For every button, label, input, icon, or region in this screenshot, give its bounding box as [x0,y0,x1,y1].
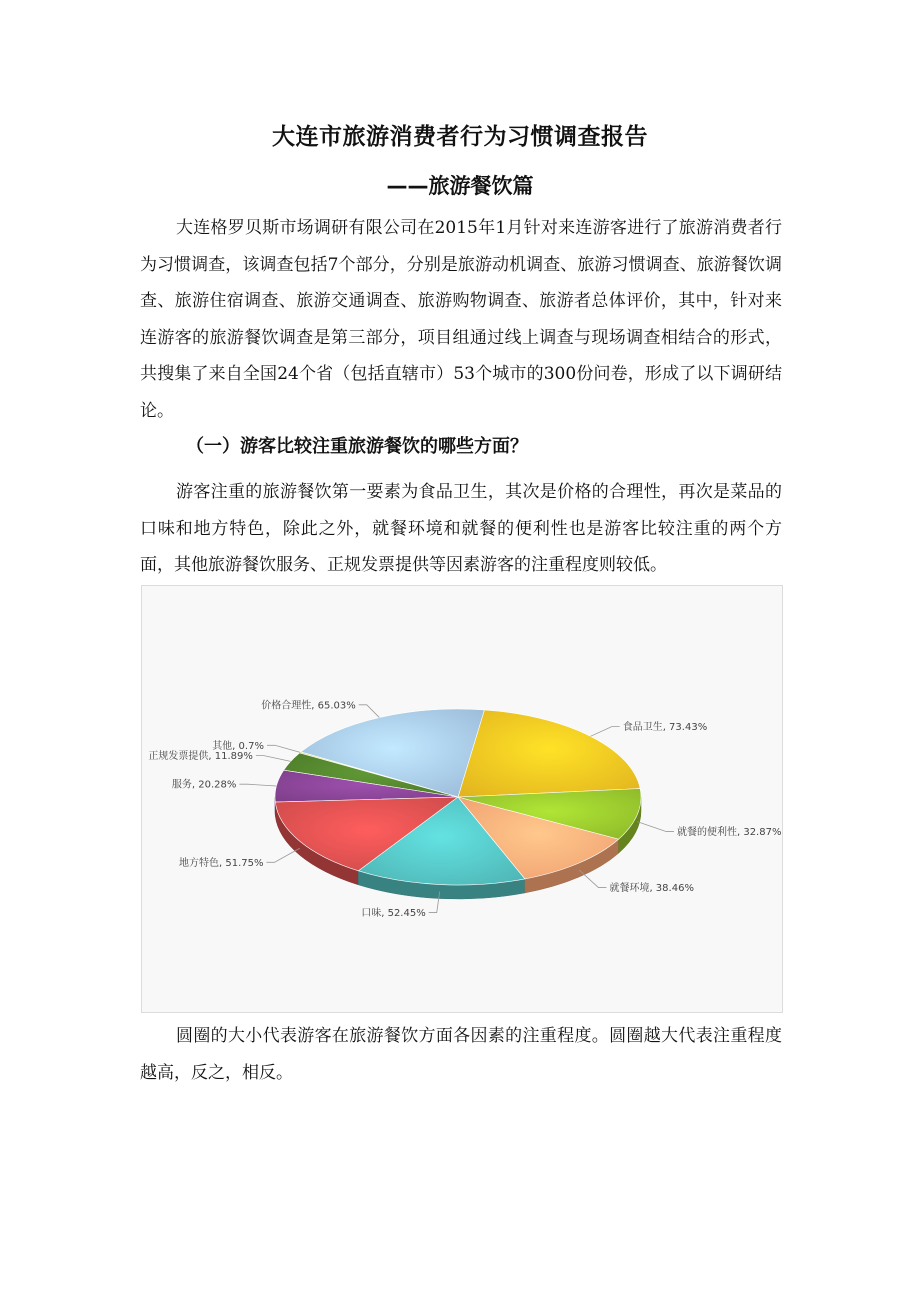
pie-label-价格合理性: 价格合理性, 65.03% [261,700,356,712]
pie-label-其他: 其他, 0.7% [212,740,264,752]
section-paragraph: 游客注重的旅游餐饮第一要素为食品卫生，其次是价格的合理性，再次是菜品的口味和地方特色，除此之外，就餐环境和就餐的便利性也是游客比较注重的两个方面，其他旅游餐饮服务、正规发票提供等因素游客的注重程度则较低。 [140,482,782,575]
pie-label-口味: 口味, 52.45% [361,908,426,920]
leader-line-价格合理性 [359,705,380,718]
pie-label-服务: 服务, 20.28% [171,779,237,791]
pie-label-正规发票提供: 正规发票提供, 11.89% [148,751,253,763]
pie-chart-svg [142,586,782,1012]
pie-chart [141,585,783,1013]
chart-note: 圆圈的大小代表游客在旅游餐饮方面各因素的注重程度。圆圈越大代表注重程度越高，反之，相反。 [140,1026,782,1083]
document-subtitle: ——旅游餐饮篇 [386,174,534,198]
leader-line-就餐的便利性 [637,822,674,832]
pie-label-就餐的便利性: 就餐的便利性, 32.87% [676,826,782,838]
intro-paragraph: 大连格罗贝斯市场调研有限公司在2015年1月针对来连游客进行了旅游消费者行为习惯调查，该调查包括7个部分，分别是旅游动机调查、旅游习惯调查、旅游餐饮调查、旅游住宿调查、旅游交通调查、旅游购物调查、旅游者总体评价，其中，针对来连游客的旅游餐饮调查是第三部分，项目组通过线上调查与现场调查相结合的形式，共搜集了来自全国24个省（包括直辖市）53个城市的300份问卷，形成了以下调研结论。 [140,218,782,421]
document-title: 大连市旅游消费者行为习惯调查报告 [272,124,648,150]
pie-label-就餐环境: 就餐环境, 38.46% [609,883,694,895]
pie-tops [275,709,641,885]
leader-line-其他 [267,745,300,752]
leader-line-正规发票提供 [256,756,291,762]
pie-slice-食品卫生 [458,710,640,797]
pie-label-地方特色: 地方特色, 51.75% [178,857,264,869]
leader-line-服务 [239,784,276,786]
leader-line-食品卫生 [591,727,620,737]
pie-label-食品卫生: 食品卫生, 73.43% [622,722,708,734]
section-heading: （一）游客比较注重旅游餐饮的哪些方面？ [186,436,528,457]
